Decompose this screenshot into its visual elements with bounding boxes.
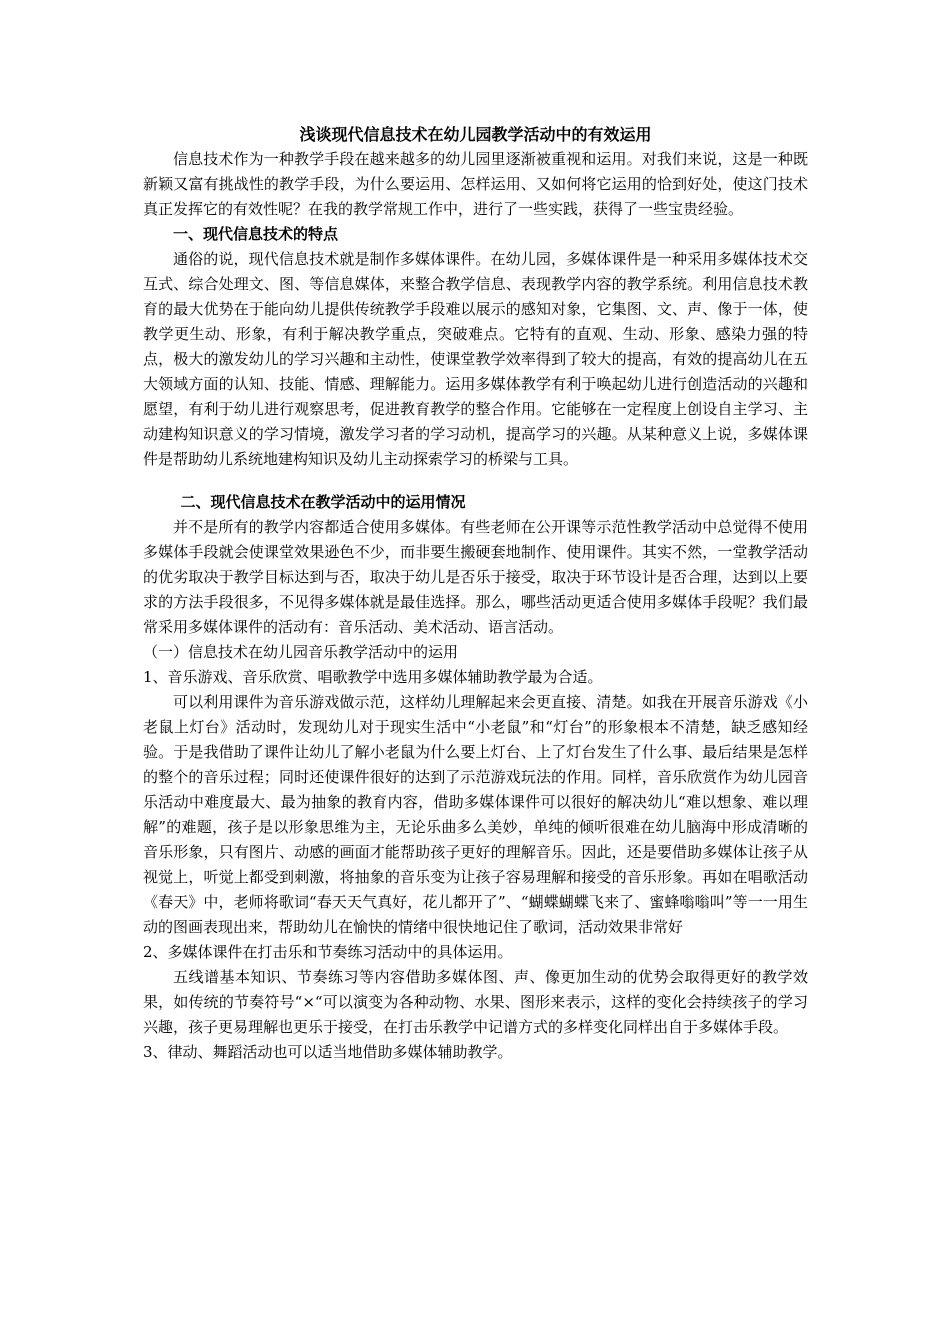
document-body — [143, 122, 808, 1065]
section2-paragraph: 并不是所有的教学内容都适合使用多媒体。有些老师在公开课等示范性教学活动中总觉得不使用多媒体手段就会使课堂效果逊色不少，而非要生搬硬套地制作、使用课件。其实不然，一堂教学活动的优劣取决于教学目标达到与否，取决于幼儿是否乐于接受，取决于环节设计是否合理，达到以上要求的方法手段很多，不见得多媒体就是最佳选择。那么，哪些活动更适合使用多媒体手段呢？我们最常采用多媒体课件的活动有：音乐活动、美术活动、语言活动。 — [143, 518, 808, 636]
section1-paragraph: 通俗的说，现代信息技术就是制作多媒体课件。在幼儿园，多媒体课件是一种采用多媒体技术交互式、综合处理文、图、等信息媒体，来整合教学信息、表现教学内容的教学系统。利用信息技术教育的最大优势在于能向幼儿提供传统教学手段难以展示的感知对象，它集图、文、声、像于一体，使教学更生动、形象，有利于解决教学重点，突破难点。它特有的直观、生动、形象、感染力强的特点，极大的激发幼儿的学习兴趣和主动性，使课堂教学效率得到了较大的提高，有效的提高幼儿在五大领域方面的认知、技能、情感、理解能力。运用多媒体教学有利于唤起幼儿进行创造活动的兴趣和愿望，有利于幼儿进行观察思考，促进教育教学的整合作用。它能够在一定程度上创设自主学习、主动建构知识意义的学习情境，激发学习者的学习动机，提高学习的兴趣。从某种意义上说，多媒体课件是帮助幼儿系统地建构知识及幼儿主动探索学习的桥梁与工具。 — [143, 250, 808, 468]
item3-heading: 3、律动、舞蹈活动也可以适当地借助多媒体辅助教学。 — [143, 1043, 513, 1061]
item1-heading: 1、音乐游戏、音乐欣赏、唱歌教学中选用多媒体辅助教学最为合适。 — [143, 668, 603, 686]
item2-paragraph: 五线谱基本知识、节奏练习等内容借助多媒体图、声、像更加生动的优势会取得更好的教学效果，如传统的节奏符号“×“可以演变为各种动物、水果、图形来表示，这样的变化会持续孩子的学习兴趣，孩子更易理解也更乐于接受，在打击乐教学中记谱方式的多样变化同样出自于多媒体手段。 — [143, 968, 808, 1036]
subsection1-heading: （一）信息技术在幼儿园音乐教学活动中的运用 — [143, 643, 459, 661]
document-title: 浅谈现代信息技术在幼儿园教学活动中的有效运用 — [299, 125, 652, 144]
item1-paragraph: 可以利用课件为音乐游戏做示范，这样幼儿理解起来会更直接、清楚。如我在开展音乐游戏《小老鼠上灯台》活动时，发现幼儿对于现实生活中“小老鼠”和“灯台”的形象根本不清楚，缺乏感知经验。于是我借助了课件让幼儿了解小老鼠为什么要上灯台、上了灯台发生了什么事、最后结果是怎样的整个的音乐过程；同时还使课件很好的达到了示范游戏玩法的作用。同样，音乐欣赏作为幼儿园音乐活动中难度最大、最为抽象的教育内容，借助多媒体课件可以很好的解决幼儿“难以想象、难以理解”的难题，孩子是以形象思维为主，无论乐曲多么美妙，单纯的倾听很难在幼儿脑海中形成清晰的音乐形象，只有图片、动感的画面才能帮助孩子更好的理解音乐。因此，还是要借助多媒体让孩子从视觉上，听觉上都受到刺激，将抽象的音乐变为让孩子容易理解和接受的音乐形象。再如在唱歌活动《春天》中，老师将歌词“春天天气真好，花儿都开了”、“蝴蝶蝴蝶飞来了、蜜蜂嗡嗡叫”等一一用生动的图画表现出来，帮助幼儿在愉快的情绪中很快地记住了歌词，活动效果非常好 — [143, 693, 808, 936]
section1-heading: 一、现代信息技术的特点 — [173, 225, 339, 243]
item2-heading: 2、多媒体课件在打击乐和节奏练习活动中的具体运用。 — [143, 943, 513, 961]
intro-paragraph: 信息技术作为一种教学手段在越来越多的幼儿园里逐渐被重视和运用。对我们来说，这是一种既新颖又富有挑战性的教学手段，为什么要运用、怎样运用、又如何将它运用的恰到好处，使这门技术真正发挥它的有效性呢？在我的教学常规工作中，进行了一些实践，获得了一些宝贵经验。 — [143, 150, 808, 218]
section2-heading: 二、现代信息技术在教学活动中的运用情况 — [180, 493, 466, 511]
